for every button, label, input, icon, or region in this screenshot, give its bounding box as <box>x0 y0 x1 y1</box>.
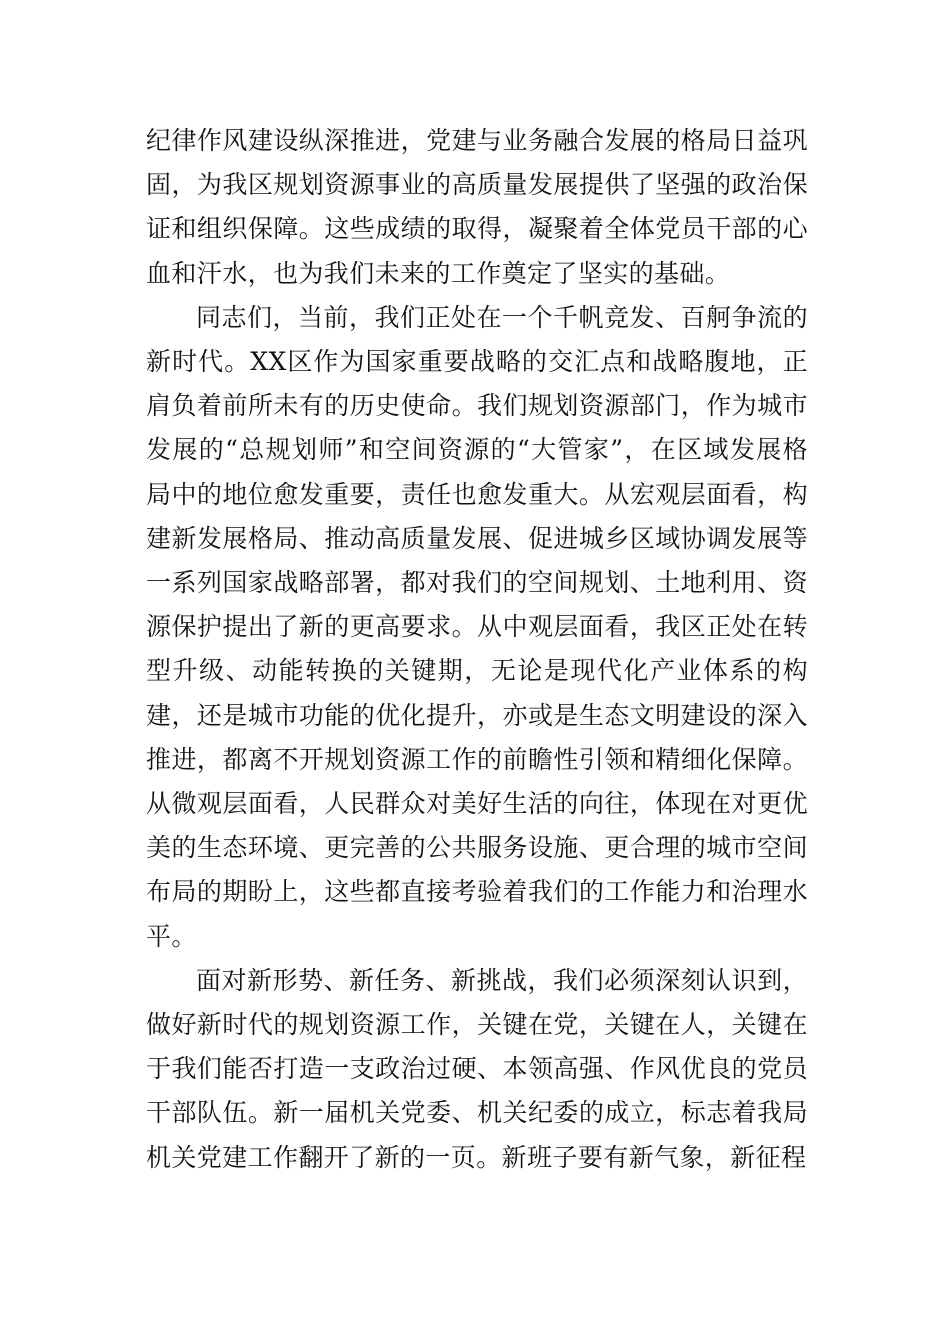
paragraph-new-era: 同志们，当前，我们正处在一个千帆竞发、百舸争流的新时代。XX区作为国家重要战略的交汇点和战略腹地，正肩负着前所未有的历史使命。我们规划资源部门，作为城市发展的“总规划师”和空间资源的“大管家”，在区域发展格局中的地位愈发重要，责任也愈发重大。从宏观层面看，构建新发展格局、推动高质量发展、促进城乡区域协调发展等一系列国家战略部署，都对我们的空间规划、土地利用、资源保护提出了新的更高要求。从中观层面看，我区正处在转型升级、动能转换的关键期，无论是现代化产业体系的构建，还是城市功能的优化提升，亦或是生态文明建设的深入推进，都离不开规划资源工作的前瞻性引领和精细化保障。从微观层面看，人民群众对美好生活的向往，体现在对更优美的生态环境、更完善的公共服务设施、更合理的城市空间布局的期盼上，这些都直接考验着我们的工作能力和治理水平。 <box>146 302 808 951</box>
paragraph-continuation: 纪律作风建设纵深推进，党建与业务融合发展的格局日益巩固，为我区规划资源事业的高质量发展提供了坚强的政治保证和组织保障。这些成绩的取得，凝聚着全体党员干部的心血和汗水，也为我们未来的工作奠定了坚实的基础。 <box>146 126 808 288</box>
document-body <box>146 119 808 1180</box>
paragraph-new-challenges: 面对新形势、新任务、新挑战，我们必须深刻认识到，做好新时代的规划资源工作，关键在党，关键在人，关键在于我们能否打造一支政治过硬、本领高强、作风优良的党员干部队伍。新一届机关党委、机关纪委的成立，标志着我局机关党建工作翻开了新的一页。新班子要有新气象，新征程 <box>146 965 808 1172</box>
